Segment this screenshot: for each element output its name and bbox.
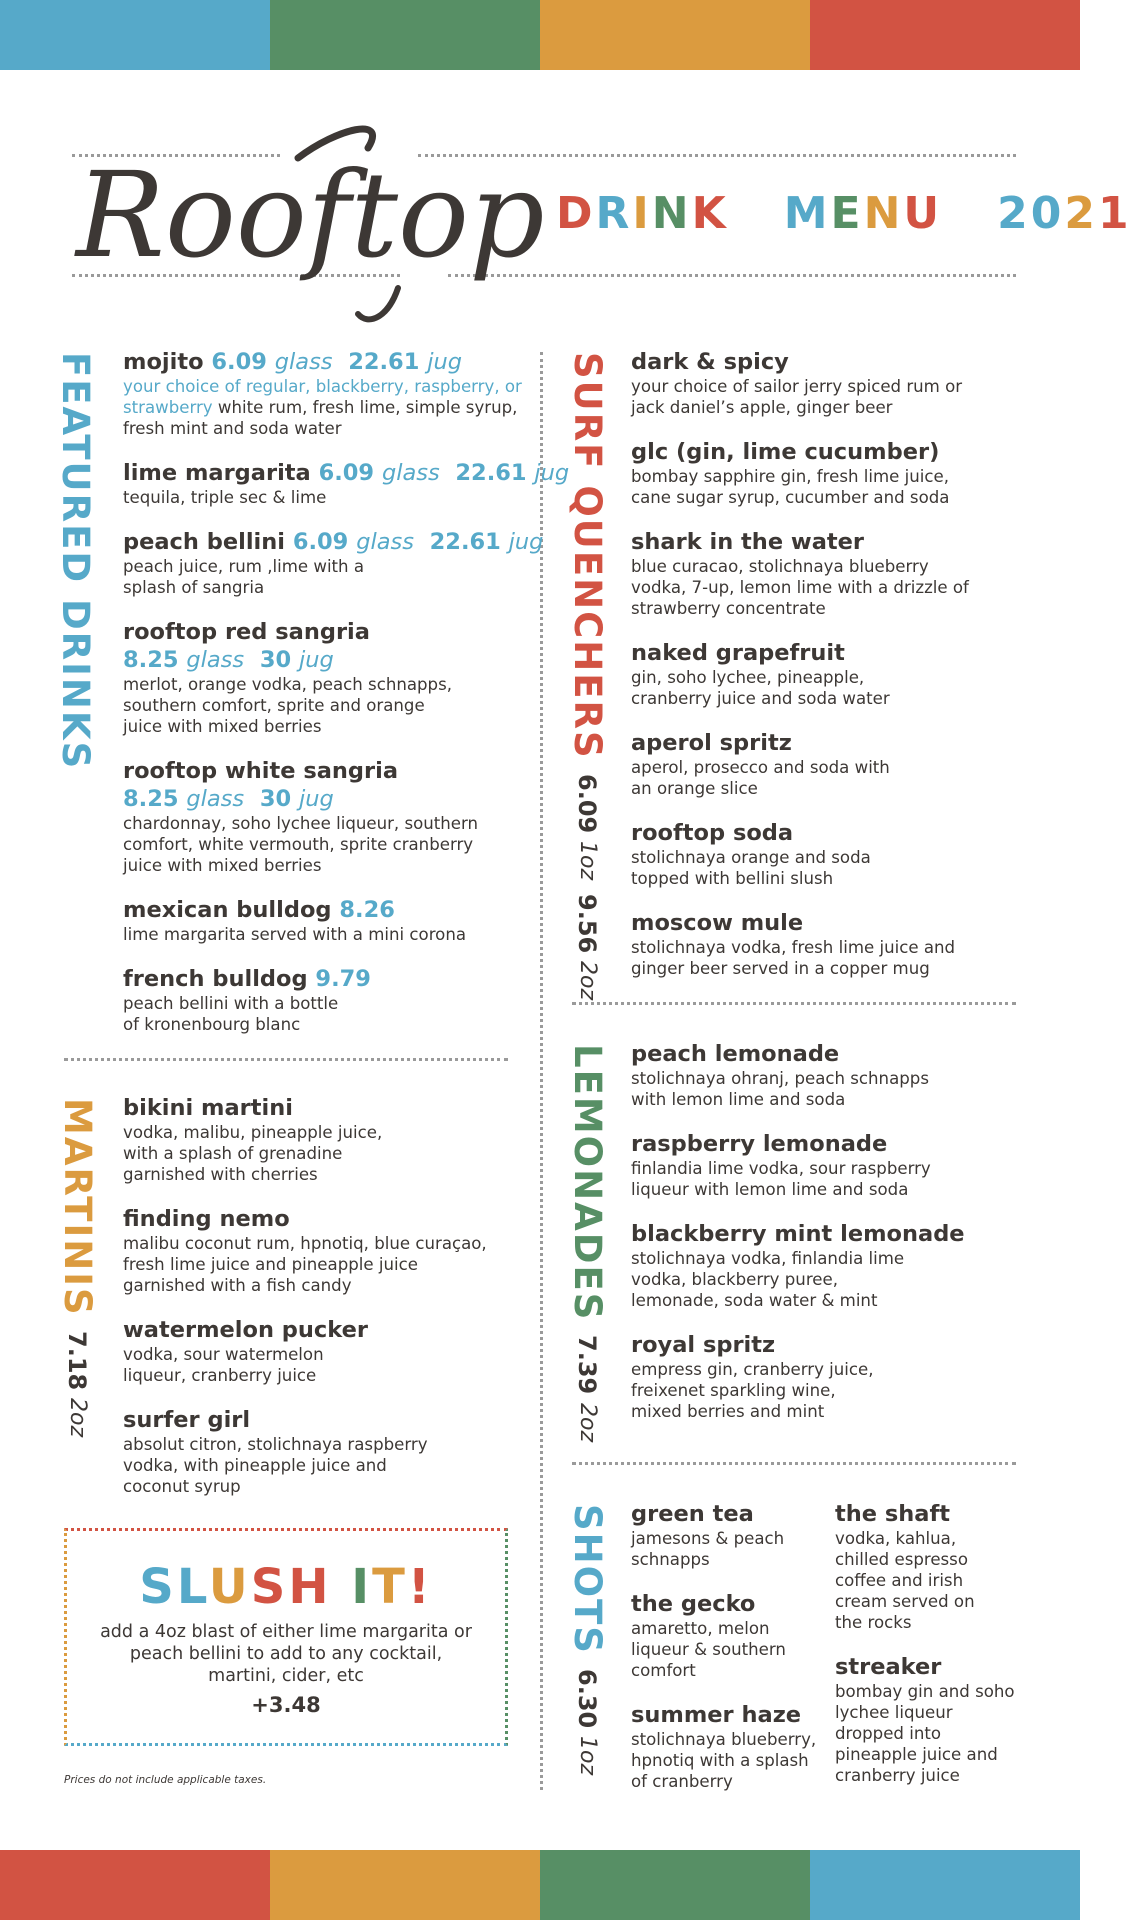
slush-it-box — [64, 1528, 508, 1746]
item-unit: jug — [298, 647, 334, 673]
surf-quenchers-list — [631, 348, 1031, 999]
section-divider — [572, 1002, 1016, 1005]
bottom-color-bar — [0, 1850, 1080, 1920]
item-description: vodka, kahlua, chilled espresso coffee and irish cream served on the rocks — [835, 1529, 975, 1632]
menu-item — [123, 1406, 513, 1497]
item-description: tequila, triple sec & lime — [123, 488, 327, 507]
item-name: rooftop red sangria — [123, 619, 370, 645]
menu-item — [123, 1094, 513, 1185]
menu-item — [123, 757, 523, 876]
item-description: lime margarita served with a mini corona — [123, 925, 466, 944]
menu-item — [631, 1220, 1031, 1311]
item-description: stolichnaya blueberry, hpnotiq with a splash of cranberry — [631, 1730, 817, 1791]
menu-item — [631, 1500, 827, 1570]
item-name: green tea — [631, 1501, 754, 1527]
item-price: 8.26 — [339, 897, 395, 923]
shots-category: SHOTS6.301oz — [566, 1504, 609, 1776]
item-unit: glass — [381, 460, 440, 486]
item-unit: jug — [298, 786, 334, 812]
item-description: bombay gin and soho lychee liqueur dropped into pineapple juice and cranberry juice — [835, 1682, 1015, 1785]
category-unit: 1oz — [575, 1736, 600, 1776]
item-name: the shaft — [835, 1501, 951, 1527]
item-description: aperol, prosecco and soda with an orange slice — [631, 758, 890, 798]
headline-word-drink: DRINK — [556, 188, 729, 239]
headline-word-menu: MENU — [783, 188, 943, 239]
item-description: gin, soho lychee, pineapple, cranberry juice and soda water — [631, 668, 890, 708]
item-description: stolichnaya orange and soda topped with bellini slush — [631, 848, 871, 888]
surf-quenchers-category: SURF QUENCHERS6.091oz9.562oz — [566, 352, 609, 1001]
item-unit: glass — [356, 529, 414, 555]
featured-drinks-category: FEATURED DRINKS — [54, 352, 97, 771]
item-description: peach bellini with a bottle of kronenbourg blanc — [123, 994, 339, 1034]
item-description: malibu coconut rum, hpnotiq, blue curaçao, fresh lime juice and pineapple juice garnished with a fish candy — [123, 1234, 487, 1295]
category-price: 9.56 — [573, 893, 601, 954]
menu-item — [123, 896, 523, 945]
item-name: peach lemonade — [631, 1041, 840, 1067]
tax-footnote: Prices do not include applicable taxes. — [64, 1774, 267, 1786]
item-description: your choice of regular, blackberry, raspberry, or strawberry white rum, fresh lime, simple syrup, fresh mint and soda water — [123, 377, 522, 438]
menu-item — [631, 909, 1031, 979]
item-name: finding nemo — [123, 1206, 290, 1232]
item-description: merlot, orange vodka, peach schnapps, southern comfort, sprite and orange juice with mixed berries — [123, 675, 453, 736]
category-price: 6.09 — [573, 773, 601, 833]
item-name: watermelon pucker — [123, 1317, 368, 1343]
menu-item — [631, 348, 1031, 418]
featured-drinks-list — [123, 348, 570, 1055]
svg-text:Rooftop: Rooftop — [76, 146, 545, 284]
item-name: streaker — [835, 1654, 942, 1680]
item-description: vodka, sour watermelon liqueur, cranberry juice — [123, 1345, 324, 1385]
item-unit: glass — [186, 786, 245, 812]
menu-item — [123, 1316, 513, 1386]
color-block-green — [270, 0, 540, 70]
slush-it-description: add a 4oz blast of either lime margarita or peach bellini to add to any cocktail, martini, cider, etc — [100, 1622, 472, 1686]
shots-list-left — [631, 1500, 827, 1812]
menu-item — [631, 729, 1031, 799]
item-price: 6.09 — [292, 529, 349, 555]
item-price: 22.61 — [429, 529, 501, 555]
menu-item — [835, 1653, 1025, 1786]
item-description: stolichnaya ohranj, peach schnapps with lemon lime and soda — [631, 1069, 929, 1109]
item-unit: jug — [427, 349, 463, 375]
category-price: 7.18 — [63, 1330, 91, 1390]
section-divider — [572, 1462, 1016, 1465]
item-name: french bulldog — [123, 966, 308, 992]
item-name: royal spritz — [631, 1332, 776, 1358]
item-description: absolut citron, stolichnaya raspberry vodka, with pineapple juice and coconut syrup — [123, 1435, 428, 1496]
item-name: naked grapefruit — [631, 640, 845, 666]
item-price: 22.61 — [348, 349, 420, 375]
item-name: aperol spritz — [631, 730, 792, 756]
color-block-orange — [270, 1850, 540, 1920]
lemonades-category: LEMONADES7.392oz — [566, 1044, 609, 1442]
menu-item — [631, 819, 1031, 889]
item-price: 6.09 — [211, 349, 267, 375]
item-name: glc (gin, lime cucumber) — [631, 439, 940, 465]
item-name: dark & spicy — [631, 349, 789, 375]
category-price: 7.39 — [573, 1335, 601, 1395]
item-description: vodka, malibu, pineapple juice, with a splash of grenadine garnished with cherries — [123, 1123, 383, 1184]
category-price: 6.30 — [573, 1668, 601, 1729]
color-block-blue — [810, 1850, 1080, 1920]
menu-item — [631, 528, 1031, 619]
item-name: summer haze — [631, 1702, 802, 1728]
item-name: bikini martini — [123, 1095, 293, 1121]
item-unit: jug — [508, 529, 544, 555]
item-price: 9.79 — [315, 966, 371, 992]
item-name: peach bellini — [123, 529, 285, 555]
item-name: surfer girl — [123, 1407, 251, 1433]
menu-item — [631, 1701, 827, 1792]
shots-list-right — [835, 1500, 1025, 1806]
menu-item — [123, 618, 523, 737]
menu-item — [631, 438, 1031, 508]
item-description: stolichnaya vodka, fresh lime juice and ginger beer served in a copper mug — [631, 938, 956, 978]
headline-year: 2021 — [997, 188, 1132, 239]
color-block-red — [810, 0, 1080, 70]
item-name: the gecko — [631, 1591, 756, 1617]
category-unit: 2oz — [65, 1397, 90, 1437]
item-name: rooftop white sangria — [123, 758, 399, 784]
category-unit: 2oz — [575, 961, 600, 1001]
item-name: rooftop soda — [631, 820, 794, 846]
menu-item — [123, 965, 523, 1035]
item-price: 30 — [259, 647, 292, 673]
item-description: finlandia lime vodka, sour raspberry liqueur with lemon lime and soda — [631, 1159, 931, 1199]
item-description: chardonnay, soho lychee liqueur, southern comfort, white vermouth, sprite cranberry juice with mixed berries — [123, 814, 479, 875]
rooftop-logo-mark — [68, 118, 545, 328]
top-color-bar — [0, 0, 1080, 70]
item-price: 8.25 — [123, 786, 179, 812]
item-description: your choice of sailor jerry spiced rum or jack daniel’s apple, ginger beer — [631, 377, 963, 417]
item-price: 8.25 — [123, 647, 179, 673]
item-unit: jug — [534, 460, 570, 486]
item-name: lime margarita — [123, 460, 311, 486]
lemonades-list — [631, 1040, 1031, 1442]
item-name: moscow mule — [631, 910, 804, 936]
color-block-red — [0, 1850, 270, 1920]
color-block-green — [540, 1850, 810, 1920]
menu-item — [631, 1130, 1031, 1200]
item-name: shark in the water — [631, 529, 864, 555]
menu-item — [123, 459, 570, 508]
center-column-divider — [540, 352, 543, 1790]
rooftop-logo — [68, 118, 545, 328]
item-description: amaretto, melon liqueur & southern comfort — [631, 1619, 786, 1680]
item-name: mojito — [123, 349, 204, 375]
menu-item — [631, 1331, 1031, 1422]
color-block-blue — [0, 0, 270, 70]
slush-it-price: +3.48 — [251, 1693, 321, 1717]
menu-item — [631, 1040, 1031, 1110]
item-description: empress gin, cranberry juice, freixenet sparkling wine, mixed berries and mint — [631, 1360, 874, 1421]
color-block-orange — [540, 0, 810, 70]
menu-item — [123, 1205, 513, 1296]
item-name: mexican bulldog — [123, 897, 332, 923]
item-description: stolichnaya vodka, finlandia lime vodka, blackberry puree, lemonade, soda water & mint — [631, 1249, 905, 1310]
item-description: peach juice, rum ,lime with a splash of sangria — [123, 557, 365, 597]
item-description: jamesons & peach schnapps — [631, 1529, 785, 1569]
martinis-category: MARTINIS7.182oz — [56, 1098, 99, 1437]
menu-item — [631, 639, 1031, 709]
item-price: 22.61 — [455, 460, 527, 486]
category-unit: 1oz — [575, 840, 600, 880]
item-description: bombay sapphire gin, fresh lime juice, cane sugar syrup, cucumber and soda — [631, 467, 950, 507]
menu-item — [123, 348, 523, 439]
item-description: blue curacao, stolichnaya blueberry vodka, 7-up, lemon lime with a drizzle of strawberry concentrate — [631, 557, 969, 618]
item-price: 30 — [259, 786, 292, 812]
menu-item — [631, 1590, 827, 1681]
item-unit: glass — [274, 349, 333, 375]
menu-item — [835, 1500, 1025, 1633]
item-price: 6.09 — [318, 460, 375, 486]
item-name: blackberry mint lemonade — [631, 1221, 965, 1247]
item-name: raspberry lemonade — [631, 1131, 888, 1157]
section-divider — [64, 1058, 508, 1061]
item-unit: glass — [186, 647, 245, 673]
category-unit: 2oz — [575, 1402, 600, 1442]
menu-item — [123, 528, 544, 598]
slush-it-title: SLUSH IT! — [139, 1559, 433, 1615]
drink-menu-headline — [556, 188, 1132, 239]
martinis-list — [123, 1094, 513, 1517]
